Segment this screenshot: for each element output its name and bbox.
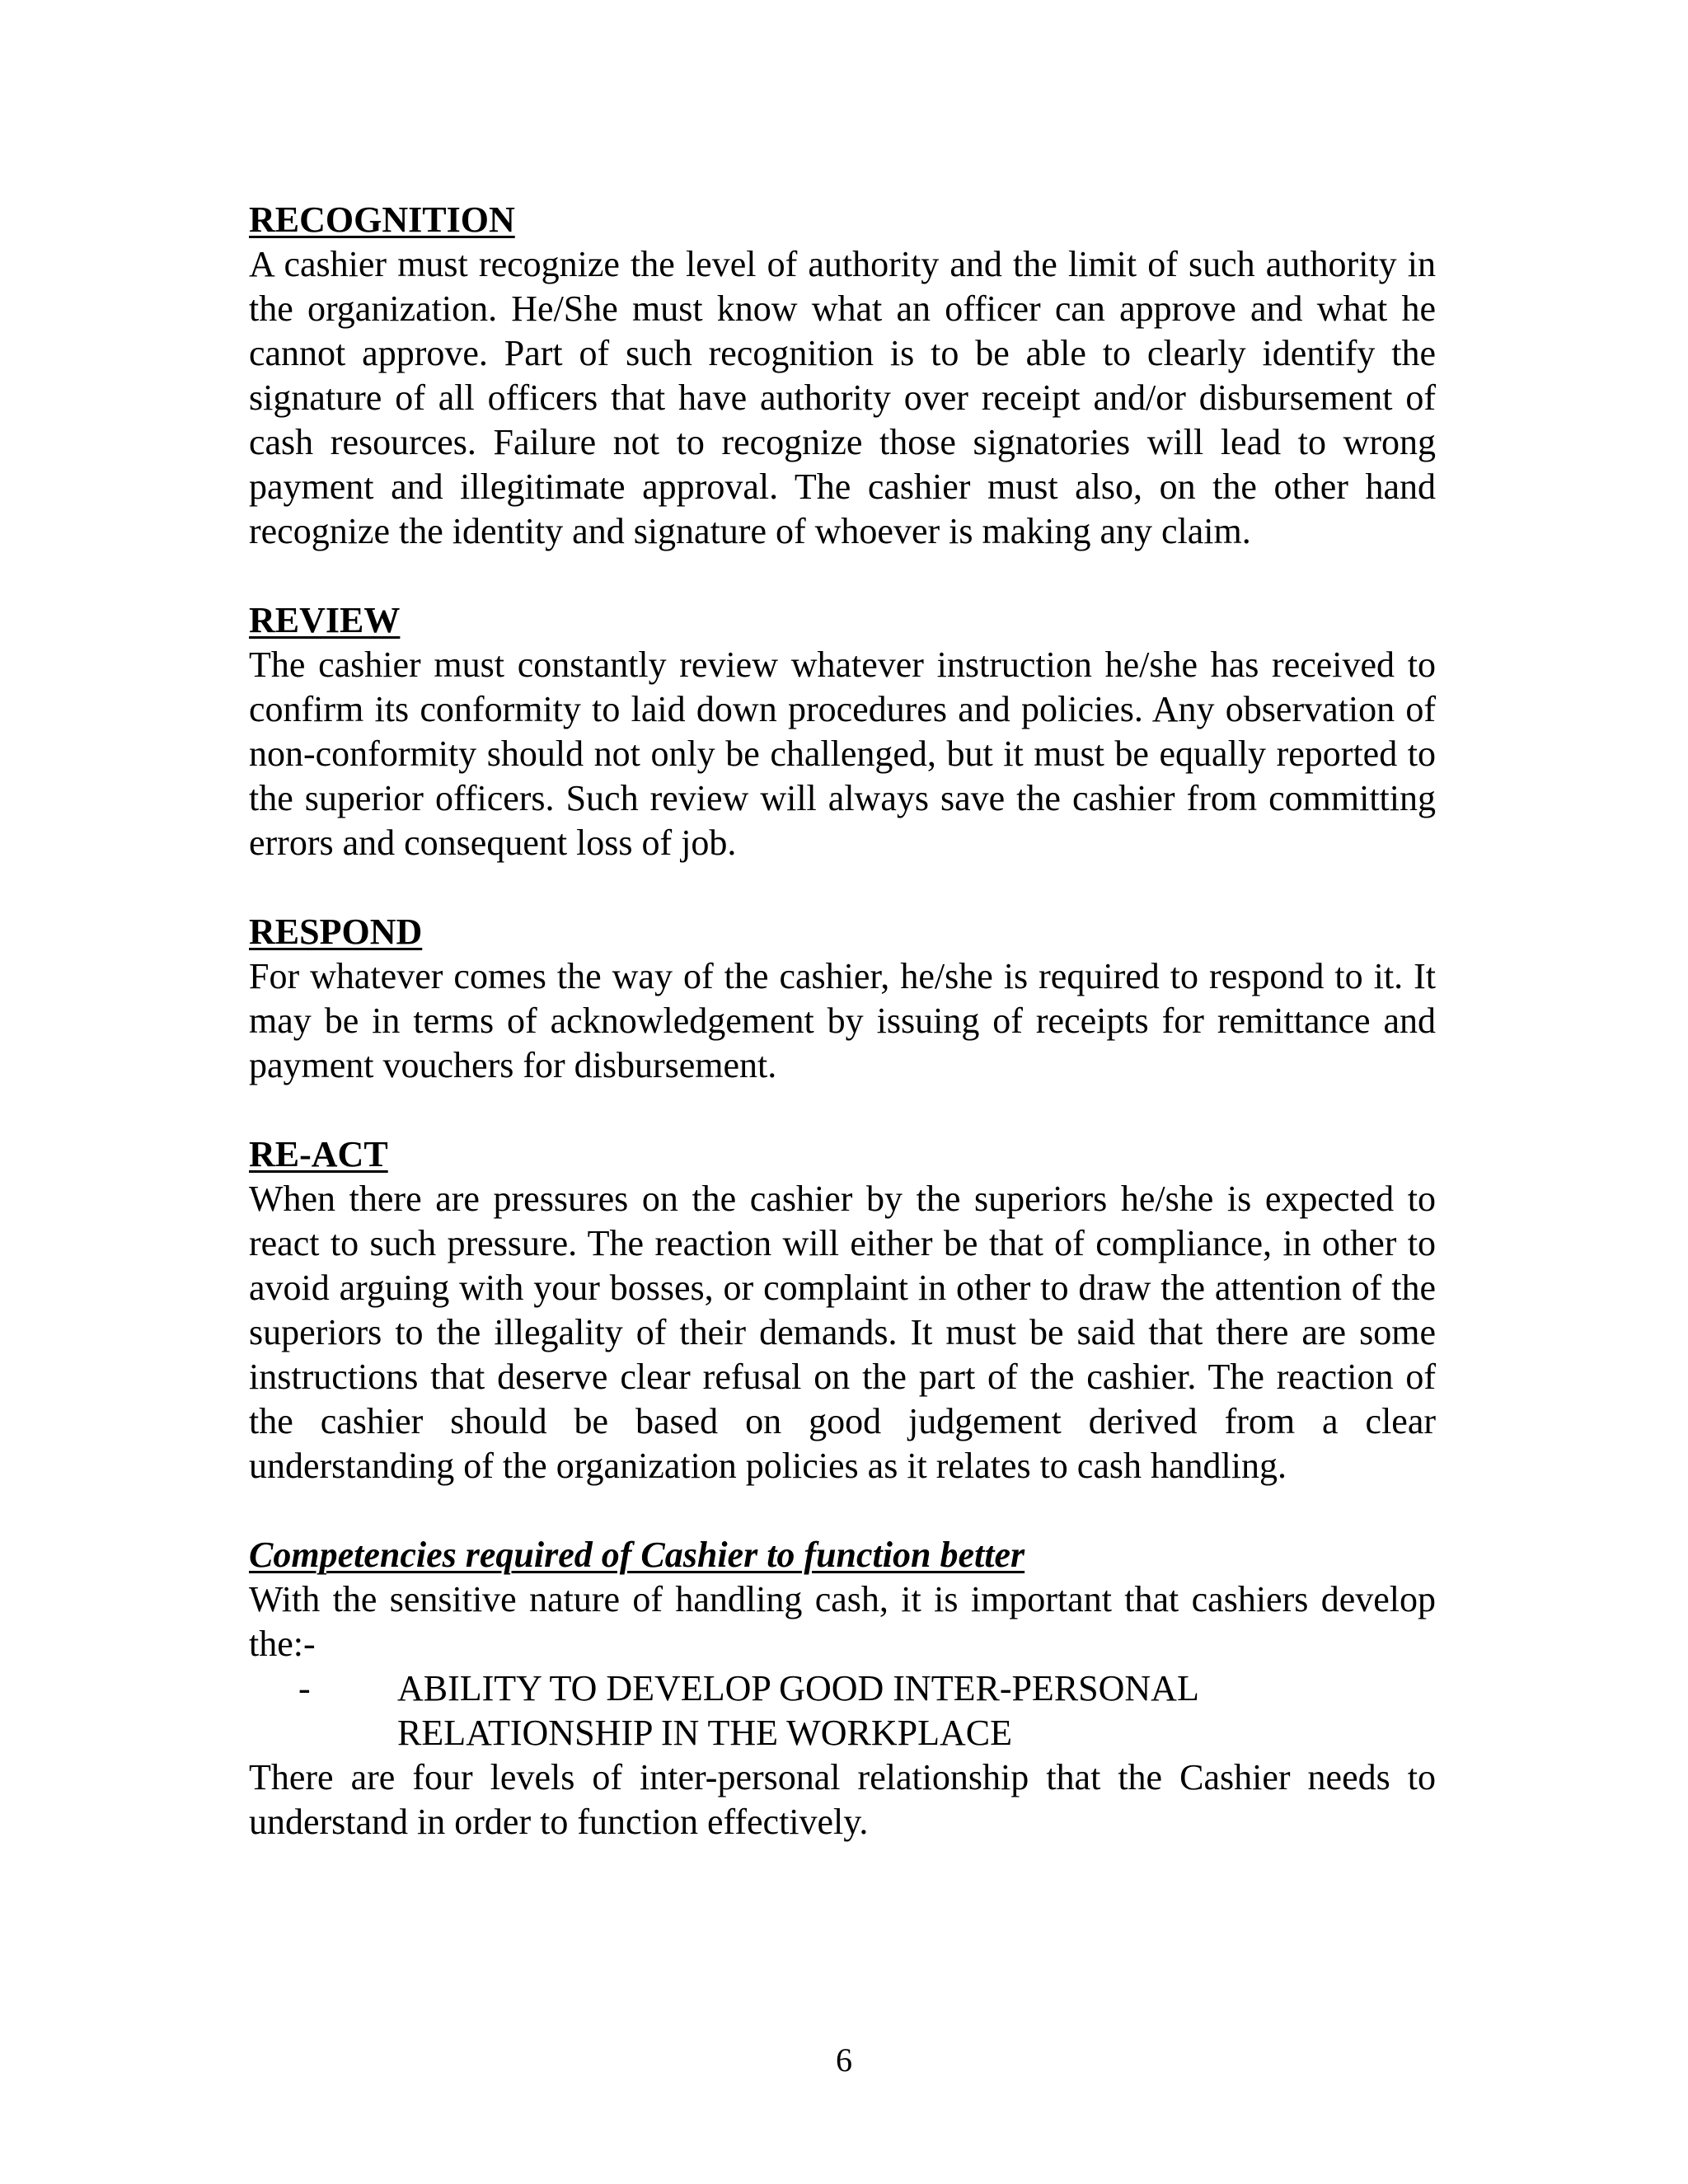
section-heading: RECOGNITION	[249, 199, 515, 240]
competencies-intro: With the sensitive nature of handling cash, it is important that cashiers develop the:-	[249, 1579, 1436, 1664]
competencies-closing: There are four levels of inter-personal relationship that the Cashier needs to understand in order to function effectively.	[249, 1757, 1436, 1842]
section-body: The cashier must constantly review whatever instruction he/she has received to confirm its conformity to laid down procedures and policies. Any observation of non-conformity should not only be challenged, but it must be equally reported to the superior officers. Such review will always save the cashier from committing errors and consequent loss of job.	[249, 644, 1436, 863]
section-react	[249, 1132, 1436, 1488]
competencies-heading: Competencies required of Cashier to function better	[249, 1535, 1025, 1575]
section-recognition	[249, 198, 1436, 554]
section-competencies	[249, 1533, 1436, 1844]
bullet-text	[397, 1666, 1436, 1755]
bullet-line-2: RELATIONSHIP IN THE WORKPLACE	[397, 1713, 1012, 1753]
bullet-marker: -	[298, 1668, 311, 1708]
page-number: 6	[836, 2041, 852, 2079]
section-review	[249, 598, 1436, 865]
section-body: When there are pressures on the cashier by the superiors he/she is expected to react to such pressure. The reaction will either be that of compliance, in other to avoid arguing with your bosses, or complaint in other to draw the attention of the superiors to the illegality of their demands. It must be said that there are some instructions that deserve clear refusal on the part of the cashier. The reaction of the cashier should be based on good judgement derived from a clear understanding of the organization policies as it relates to cash handling.	[249, 1179, 1436, 1486]
bullet-line-1: ABILITY TO DEVELOP GOOD INTER-PERSONAL	[397, 1668, 1199, 1708]
section-body: For whatever comes the way of the cashier, he/she is required to respond to it. It may be in terms of acknowledgement by issuing of receipts for remittance and payment vouchers for disbursement.	[249, 956, 1436, 1085]
section-heading: RESPOND	[249, 912, 423, 952]
section-respond	[249, 910, 1436, 1088]
section-body: A cashier must recognize the level of authority and the limit of such authority in the organization. He/She must know what an officer can approve and what he cannot approve. Part of such recognition is to be able to clearly identify the signature of all officers that have authority over receipt and/or disbursement of cash resources. Failure not to recognize those signatories will lead to wrong payment and illegitimate approval. The cashier must also, on the other hand recognize the identity and signature of whoever is making any claim.	[249, 244, 1436, 551]
section-heading: REVIEW	[249, 600, 401, 640]
bullet-item	[249, 1666, 1436, 1755]
document-page	[249, 198, 1436, 1889]
section-heading: RE-ACT	[249, 1134, 388, 1174]
